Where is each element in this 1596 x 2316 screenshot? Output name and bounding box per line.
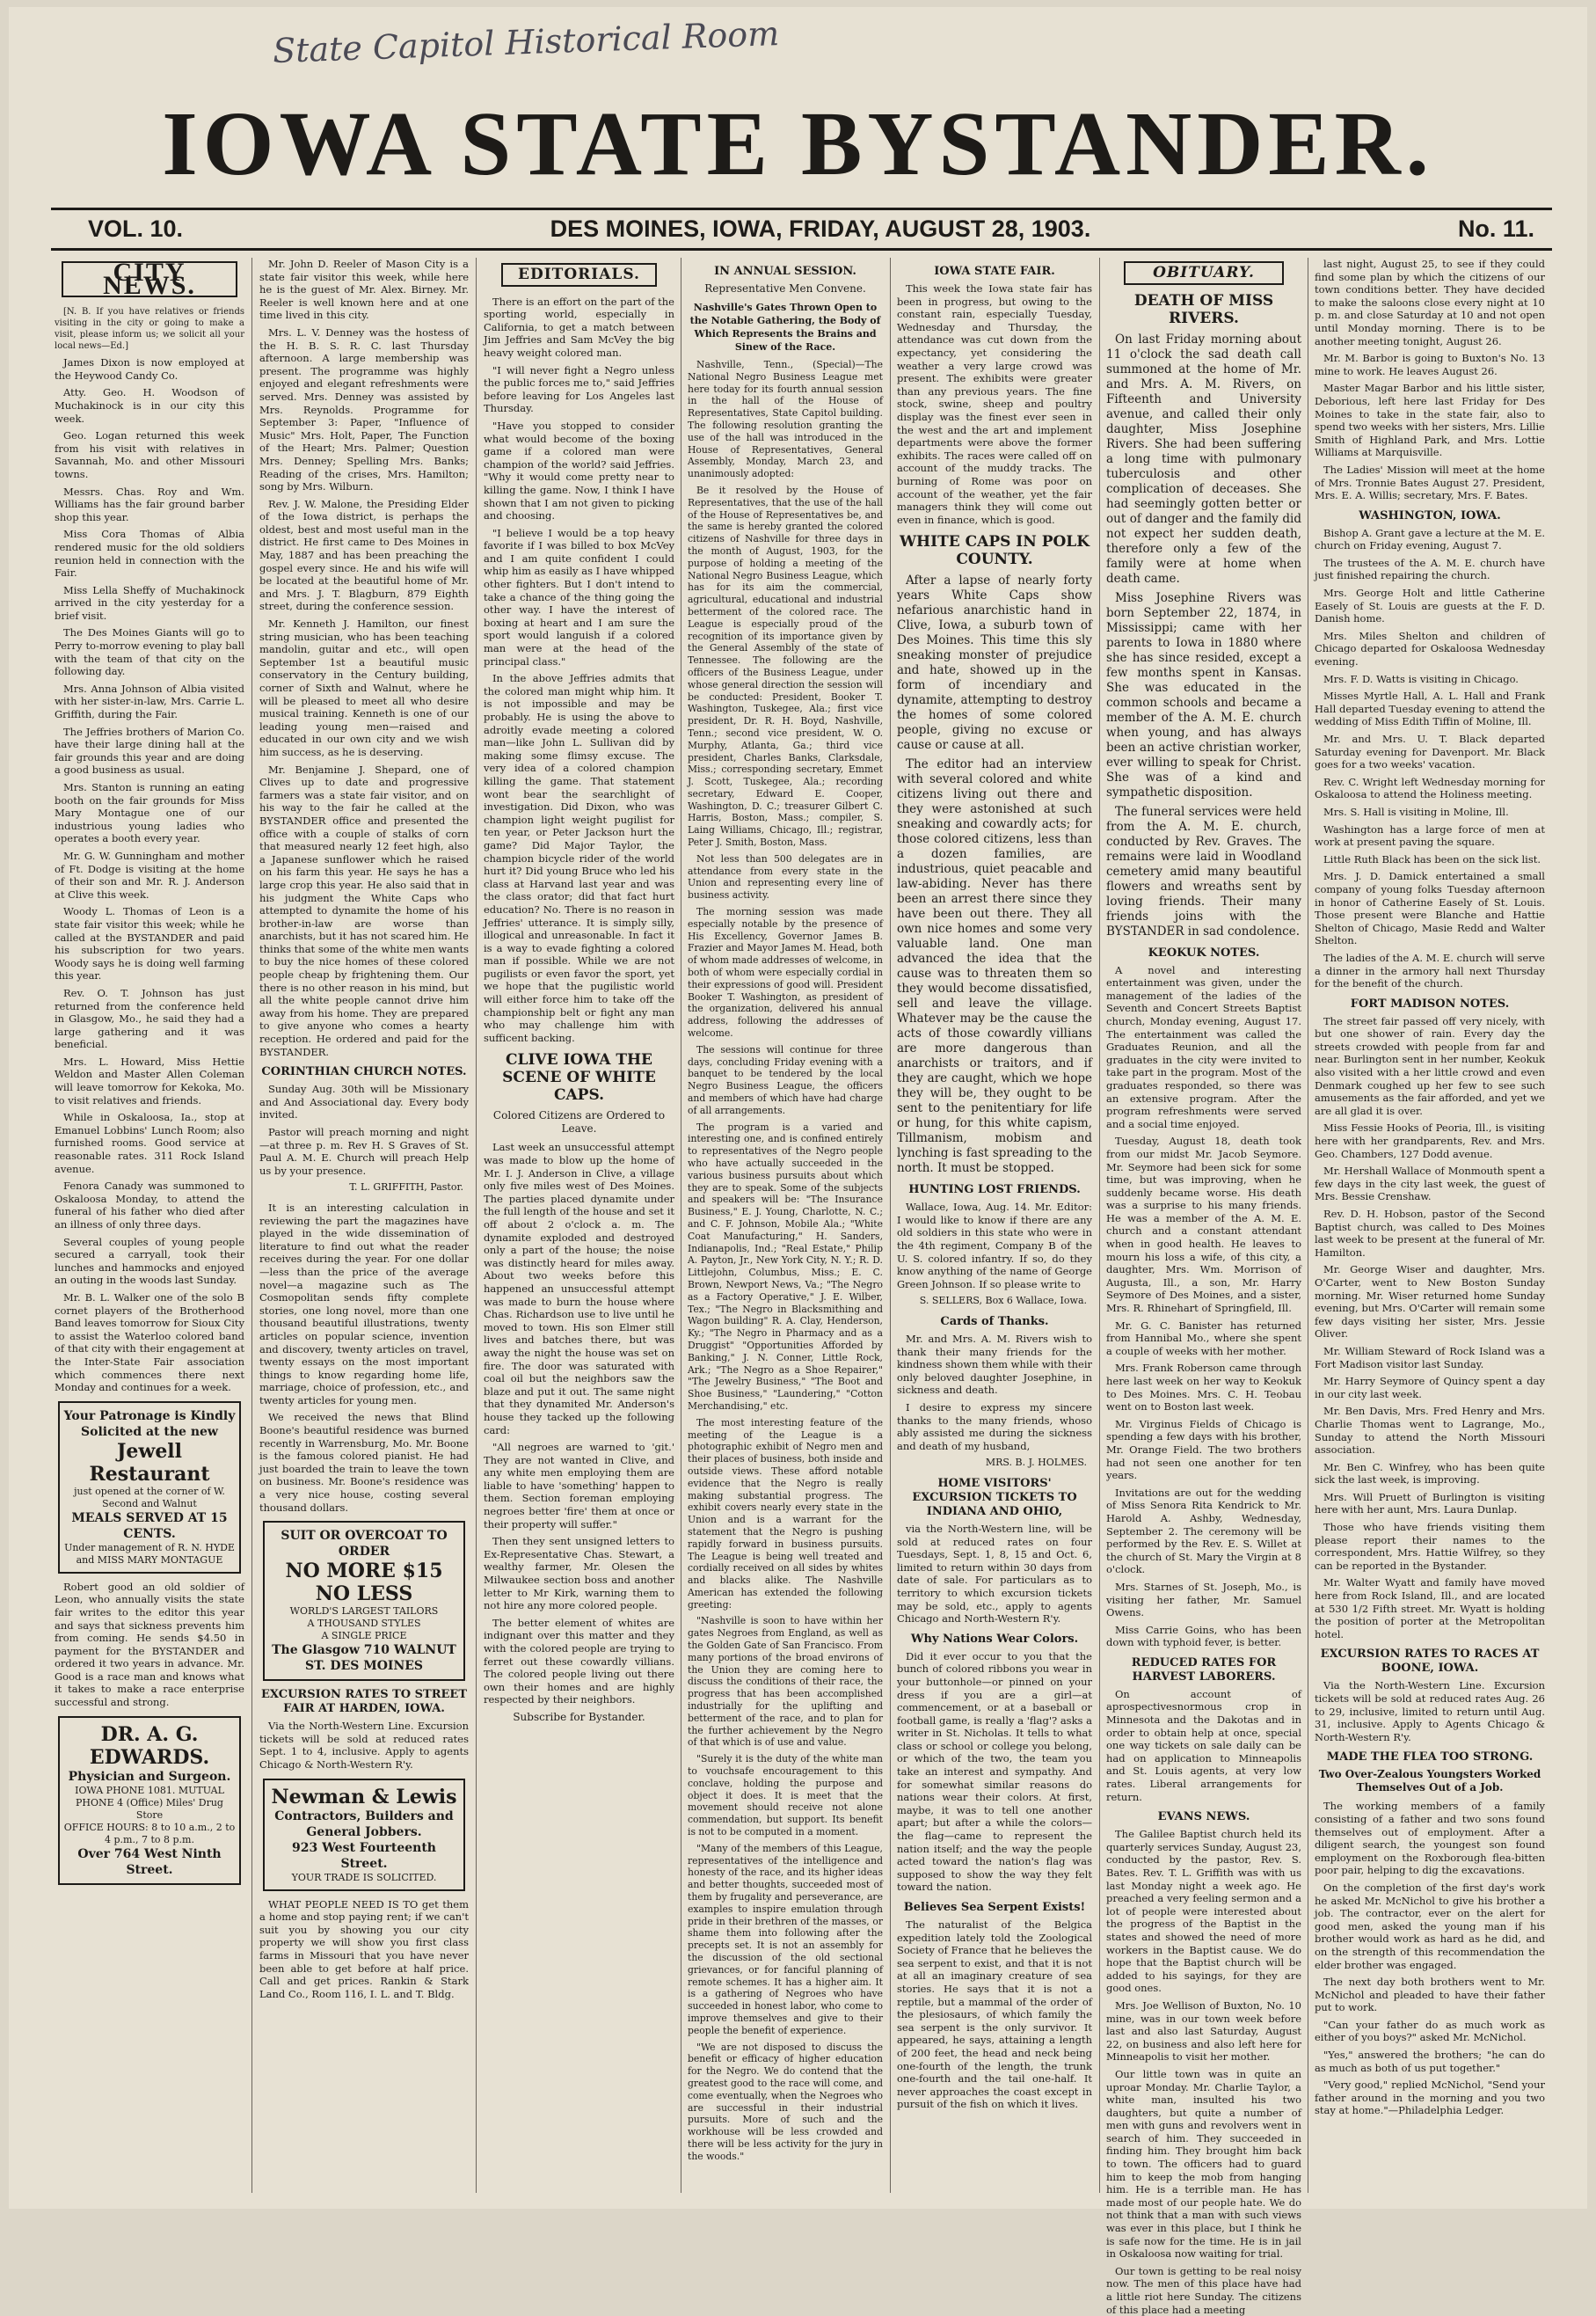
news-item: James Dixon is now employed at the Heywood Candy Co.: [55, 356, 244, 382]
thanks-paragraph: I desire to express my sincere thanks to the many friends, whoso ably assisted me during the sickness and death of my husband,: [897, 1401, 1092, 1452]
column-editorials: [484, 258, 674, 2193]
washington-paragraph: Mrs. Miles Shelton and children of Chicago departed for Oskaloosa Wednesday evening.: [1315, 629, 1545, 668]
news-item: Rev. J. W. Malone, the Presiding Elder of the Iowa district, is perhaps the oldest, best and most useful man in the district. He first came to Des Moines in May, 1887 and has been preaching the gospel every since. He and his wife will be located at the beautiful home of Mr. and Mrs. J. T. Blagburn, 879 Eighth street, during the conference session.: [259, 497, 469, 613]
washington-paragraph: Mrs. George Holt and little Catherine Easely of St. Louis are guests at the F. D. Danish home.: [1315, 587, 1545, 625]
news-item: Mrs. L. Howard, Miss Hettie Weldon and Master Allen Coleman will leave tomorrow for Kekoka, Mo. to visit relatives and friends.: [55, 1055, 244, 1107]
session-paragraph: Be it resolved by the House of Representatives, that the use of the hall of the House of Representatives be, and the same is hereby granted the colored citizens of Nashville for three days in the month of August, 1903, for the purpose of holding a meeting of the National Negro Business League, which has for its aim the commercial, agricultural, educational and industrial betterment of the colored race. The League is especially proud of the recognition of its importance given by the General Assembly of the state of Tennessee. The following are the officers of the Business League, under whose general direction the session will be conducted: President, Booker T. Washington, Tuskegee, Ala.; first vice president, Dr. R. H. Boyd, Nashville, Tenn.; second vice president, W. O. Murphy, Atlanta, Ga.; third vice president, Charles Banks, Clarksdale, Miss.; corresponding secretary, Emmet J. Scott, Tuskegee, Ala.; recording secretary, Edward E. Cooper, Washington, D. C.; treasurer Gilbert C. Harris, Boston, Mass.; compiler, S. Laing Williams, Chicago, Ill.; registrar, Peter J. Smith, Boston, Mass.: [688, 484, 883, 849]
restaurant-ad: [58, 1401, 241, 1574]
column-rule: [251, 258, 252, 2193]
news-item: Geo. Logan returned this week from his visit with relatives in Savannah, Mo. and other Missouri towns.: [55, 429, 244, 480]
fort-madison-paragraph: The street fair passed off very nicely, with but one shower of rain. Every day the streets crowded with people from far and near. Burlington sent in her number, Keokuk also visited with a her little crowd and even Denmark coughed up her few to see such amusements as the fair afforded, and yet we are all glad it is over.: [1315, 1014, 1545, 1117]
thanks-signature: MRS. B. J. HOLMES.: [985, 1457, 1087, 1469]
subscribe-note: Subscribe for Bystander.: [513, 1710, 645, 1723]
keokuk-heading: KEOKUK NOTES.: [1148, 946, 1260, 960]
doctor-ad: [58, 1716, 241, 1885]
restaurant-management: Under management of R. N. HYDE and MISS MARY MONTAGUE: [64, 1541, 235, 1566]
doctor-title: Physician and Surgeon.: [68, 1769, 231, 1784]
keokuk-paragraphs: [1106, 964, 1301, 1649]
fort-madison-paragraph: Mr. Walter Wyatt and family have moved here from Rock Island, Ill., and are located at 530 1/2 Fifth street. Mr. Wyatt is holding the position of porter at the Metropolitan hotel.: [1315, 1576, 1545, 1640]
city-news-heading: CITY NEWS.: [62, 261, 237, 297]
news-item: Mrs. Stanton is running an eating booth on the fair grounds for Miss Mary Montague one of our industrious young ladies who operates a booth every year.: [55, 781, 244, 845]
contractors-address: 923 West Fourteenth Street.: [292, 1840, 436, 1871]
ad-lead: Your Patronage is Kindly Solicited at the new: [63, 1408, 236, 1439]
fort-madison-paragraph: Mr. Ben Davis, Mrs. Fred Henry and Mrs. Charlie Thomas went to Lagrange, Mo., Sunday to attend the North Missouri association.: [1315, 1405, 1545, 1457]
hunting-heading: HUNTING LOST FRIENDS.: [908, 1183, 1081, 1197]
keokuk-paragraph: Mr. G. C. Banister has returned from Hannibal Mo., where she spent a couple of weeks with her mother.: [1106, 1319, 1301, 1357]
doctor-hours: OFFICE HOURS: 8 to 10 a.m., 2 to 4 p.m., 7 to 8 p.m.: [63, 1821, 236, 1845]
tailor-price: NO MORE $15 NO LESS: [285, 1560, 443, 1606]
washington-heading: WASHINGTON, IOWA.: [1359, 508, 1501, 522]
column-rule: [476, 258, 477, 2193]
dateline: [88, 211, 1534, 246]
clive-paragraph: "All negroes are warned to 'git.' They are not wanted in Clive, and any white men employing them are liable to have 'something' happen to them. Section foreman employing negroes better 'fire' them at once or their property will suffer.": [484, 1441, 674, 1531]
news-item: Mr. M. Barbor is going to Buxton's No. 13 mine to work. He leaves August 26.: [1315, 352, 1545, 377]
doctor-name: DR. A. G. EDWARDS.: [89, 1722, 210, 1769]
keokuk-paragraph: Miss Carrie Goins, who has been down with typhoid fever, is better.: [1106, 1623, 1301, 1649]
clive-heading: CLIVE IOWA THE SCENE OF WHITE CAPS.: [502, 1051, 656, 1105]
washington-paragraph: Washington has a large force of men at work at present paving the square.: [1315, 822, 1545, 849]
editor-note: [N. B. If you have relatives or friends visiting in the city or going to make a visit, please inform us; we solicit all your local news—Ed.]: [55, 307, 244, 352]
keokuk-paragraph: A novel and interesting entertainment was given, under the management of the ladies of the Seventh and Concert Streets Baptist church, Monday evening, August 17. The entertainment was called the Graduates Reunion, and all the graduates in the city were invited to take part in the program. Most of the graduates responded, so there was an extensive program. After the program refreshments were served and a social time enjoyed.: [1106, 963, 1301, 1130]
white-caps-paragraphs: [897, 574, 1092, 1176]
restaurant-meals: MEALS SERVED AT 15 CENTS.: [71, 1510, 228, 1541]
tailor-line: SUIT OR OVERCOAT TO ORDER: [281, 1529, 448, 1560]
column-city-news: [55, 258, 244, 2193]
editorial-paragraph: There is an effort on the part of the sporting world, especially in California, to get a match between Jim Jeffries and Sam McVey the big heavy weight colored man.: [484, 295, 674, 359]
annual-session-sub2: Nashville's Gates Thrown Open to the Notable Gathering, the Body of Which Represents the Brains and Sinew of the Race.: [689, 302, 881, 353]
washington-paragraph: The ladies of the A. M. E. church will serve a dinner in the armory hall next Thursday for the benefit of the church.: [1315, 951, 1545, 990]
masthead-title: IOWA STATE BYSTANDER.: [162, 93, 1434, 194]
contractors-solicit: YOUR TRADE IS SOLICITED.: [291, 1871, 437, 1883]
flea-paragraph: The working members of a family consisting of a father and two sons found themselves out of employment. After a diligent search, the youngest son found employment on the Roxborough flea-bitten poor pair, helping to dig the excavations.: [1315, 1800, 1545, 1877]
washington-paragraph: Mrs. J. D. Damick entertained a small company of young folks Tuesday afternoon in honor of Catherine Easely of St. Louis. Those present were Blanche and Hattie Shelton of Chicago, Masie Redd and Walter Shelton.: [1315, 870, 1545, 947]
editorial-paragraph: "I will never fight a Negro unless the public forces me to," said Jeffries before leaving for Los Angeles last Thursday.: [484, 363, 674, 415]
restaurant-location: just opened at the corner of W. Second and Walnut: [74, 1485, 225, 1509]
hunting-signature: S. SELLERS, Box 6 Wallace, Iowa.: [919, 1295, 1087, 1307]
news-item: Atty. Geo. H. Woodson of Muchakinock is in our city this week.: [55, 386, 244, 425]
handwritten-annotation: State Capitol Historical Room: [272, 13, 780, 71]
tailor-line: A SINGLE PRICE: [321, 1630, 407, 1642]
editorials-heading: EDITORIALS.: [501, 263, 657, 287]
annual-session-paragraphs: [688, 359, 883, 2163]
obituary-paragraph: On last Friday morning about 11 o'clock the sad death call summoned at the home of Mr. and Mrs. A. M. Rivers, on Fifteenth and University avenue, and called their only daughter, Miss Josephine Rivers. She had been suffering a long time with pulmonary tuberculosis and other complication of deceases. She had seemingly gotten better or out of danger and the family did not expect her sudden death, therefore only a few of the family were at home when death came.: [1106, 332, 1301, 586]
session-paragraph: The morning session was made especially notable by the presence of His Excellency, Governor James B. Frazier and Mayor James M. Head, both of whom made addresses of welcome, in both of whom were especially cordial in their expressions of good will. President Booker T. Washington, as president of the organization, delivered his annual address, following the addresses of welcome.: [688, 906, 883, 1040]
evans-heading: EVANS NEWS.: [1157, 1810, 1250, 1824]
fort-madison-paragraph: Rev. D. H. Hobson, pastor of the Second Baptist church, was called to Des Moines last week to be present at the funeral of Mr. Hamilton.: [1315, 1208, 1545, 1259]
church-notes-heading: CORINTHIAN CHURCH NOTES.: [261, 1065, 467, 1079]
obituary-paragraph: Miss Josephine Rivers was born September 22, 1874, in Mississippi; came with her parents to Iowa in 1880 where she has since resided, except a few months spent in Kansas. She was educated in the common schools and became a member of the A. M. E. church when young, and has always been an active christian worker, ever willing to speak for Christ. She was of a kind and sympathetic disposition.: [1106, 590, 1301, 800]
evans-paragraphs: [1106, 1828, 1301, 2316]
newspaper-page: [9, 7, 1587, 2316]
keokuk-paragraph: Mrs. Frank Roberson came through here last week on her way to Keokuk to Des Moines. Mrs. C. H. Teobau went on to Boston last week.: [1106, 1362, 1301, 1414]
flea-paragraph: "Yes," answered the brothers; "he can do as much as both of us put together.": [1315, 2049, 1545, 2074]
annual-session-sub: Representative Men Convene.: [704, 282, 866, 295]
flea-subheading: Two Over-Zealous Youngsters Worked Themselves Out of a Job.: [1318, 1768, 1541, 1794]
fort-madison-paragraph: Miss Fessie Hooks of Peoria, Ill., is visiting here with her grandparents, Rev. and Mrs. Geo. Chambers, 127 Dodd avenue.: [1315, 1121, 1545, 1160]
fair-paragraph: This week the Iowa state fair has been in progress, but owing to the constant rain, especially Tuesday, Wednesday and Thursday, the attendance was cut down from the expectancy, yet considering the weather a very large crowd was present. The exhibits were greater than any previous years. The fine stock, swine, sheep and poultry display was the finest ever seen in the west and the art and implement departments were above the former exhibits. The races were called off on account of the muddy tracks. The burning of Rome was poor on account of the weather, yet the fair managers think they will come out even in finance, which is good.: [897, 282, 1092, 526]
column-two-items-more: [259, 1202, 469, 1514]
masthead-rule-bottom: [51, 248, 1552, 251]
death-paragraphs: [1106, 332, 1301, 939]
session-paragraph: Not less than 500 delegates are in attendance from every state in the Union and representing every line of business activity.: [688, 852, 883, 902]
editorial-paragraphs: [484, 296, 674, 1045]
contractors-line: Contractors, Builders and General Jobbers.: [274, 1808, 454, 1839]
washington-paragraphs: [1315, 527, 1545, 990]
fort-madison-paragraph: Mr. Hershall Wallace of Monmouth spent a few days in the city last week, the guest of Mrs. Bessie Crenshaw.: [1315, 1165, 1545, 1203]
harvest-rates-text: On account of aprospectivesnormous crop in Minnesota and the Dakotas and in order to obtain help at once, special one way tickets on sale daily can be had on application to Minneapolis and St. Louis agents, at very low rates. Liberal arrangements for return.: [1106, 1687, 1301, 1803]
washington-paragraph: Mrs. S. Hall is visiting in Moline, Ill.: [1323, 805, 1509, 818]
evans-paragraph: Our little town was in quite an uproar Monday. Mr. Charlie Taylor, a white man, insulted his two daughters, but quite a number of men with guns and revolvers went in search of him. They succeeded in finding him. They brought him back to town. The officers had to guard him to keep the mob from hanging him. He is a terrible man. He has made most of our people hate. We do not think that a man with such views was ever in this place, but I think he is safe now for the time. He is in jail in Oskaloosa now waiting for trial.: [1106, 2067, 1301, 2261]
session-paragraph: The sessions will continue for three days, concluding Friday evening with a banquet to be tendered by the local Negro Business League, the officers and members of which have had charge of all arrangements.: [688, 1043, 883, 1116]
church-signature: T. L. GRIFFITH, Pastor.: [349, 1181, 463, 1194]
keokuk-paragraph: Mr. Virginus Fields of Chicago is spending a few days with his brother, Mr. Orange Field. The two brothers had not seen one another for ten years.: [1106, 1417, 1301, 1482]
fort-madison-paragraph: Mrs. Will Pruett of Burlington is visiting here with her aunt, Mrs. Laura Dunlap.: [1315, 1490, 1545, 1516]
church-note: Sunday Aug. 30th will be Missionary and And Associational day. Every body invited.: [259, 1083, 469, 1121]
column-state-fair: [897, 258, 1092, 2193]
news-item: The Ladies' Mission will meet at the home of Mrs. Tronnie Bates August 27. President, Mrs. E. A. Willis; secretary, Mrs. F. Bates.: [1315, 463, 1545, 502]
news-item: Robert good an old soldier of Leon, who annually visits the state fair writes to the editor this year and says that sickness prevents him from coming. He sends $4.50 in payment for the BYSTANDER and ordered it two years in advance. Mr. Good is a race man and knows what it takes to make a race enterprise successful and strong.: [55, 1580, 244, 1709]
boone-text: Via the North-Western Line. Excursion tickets will be sold at reduced rates Aug. 26 to 29, inclusive, limited to return until Aug. 31, inclusive. Apply to Agents Chicago & North-Western R'y.: [1315, 1679, 1545, 1743]
masthead-rule-top: [51, 208, 1552, 210]
state-fair-paragraphs: [897, 282, 1092, 526]
news-item: last night, August 25, to see if they could find some plan by which the citizens of our town conditions better. They have decided to make the saloons close every night at 10 p. m. and close Saturday at 10 and not open until Monday morning. There is to be another meeting tonight, August 26.: [1315, 258, 1545, 347]
doctor-phones: IOWA PHONE 1081. MUTUAL PHONE 4 (Office) Miles' Drug Store: [75, 1784, 224, 1821]
contractors-ad: [263, 1779, 465, 1891]
fort-madison-paragraphs: [1315, 1015, 1545, 1641]
clive-paragraph: Then they sent unsigned letters to Ex-Representative Chas. Stewart, a wealthy farmer, Mr. Olesen the Milwaukee section boss and another letter to Mr Kirk, warning them to not hire any more colored people.: [484, 1535, 674, 1612]
fort-madison-paragraph: Mr. Ben C. Winfrey, who has been quite sick the last week, is improving.: [1315, 1460, 1545, 1487]
news-item: We received the news that Blind Boone's beautiful residence was burned recently in Warrensburg, Mo. Mr. Boone is the famous colored pianist. He had just boarded the train to leave the town on business. Mr. Boone's residence was a very nice house, costing several thousand dollars.: [259, 1411, 469, 1514]
session-paragraph: "Nashville is soon to have within her gates Negroes from England, as well as the Golden Gate of San Francisco. From many portions of the broad environs of the Union they are coming here to discuss the conditions of their race, the progress that has been accomplished industrially for the uplifting and betterment of the race, and to plan for the further achievement by the Negro of that which is of use and value.: [688, 1615, 883, 1749]
news-item: Mr. B. L. Walker one of the solo B cornet players of the Brotherhood Band leaves tomorrow for Sioux City to assist the Waterloo colored band of that city with their engagement at the Inter-State Fair association which commences there next Monday and continues for a week.: [55, 1290, 244, 1394]
fort-madison-paragraph: Those who have friends visiting them please report their names to the correspondent, Mrs. Hattie Wilfrey, so they can be reported in the Bystander.: [1315, 1521, 1545, 1572]
news-item: It is an interesting calculation in reviewing the part the magazines have played in the wide dissemination of literature to find out what the reader receives during the year. For one dollar—less than the price of the average novel—a magazine such as The Cosmopolitan sends fifty complete stories, one long novel, more than one thousand beautiful illustrations, twenty articles on popular science, invention and discovery, twenty articles on travel, twenty essays on the most important things to know regarding home life, marriage, choice of profession, etc., and twenty articles for young men.: [259, 1201, 469, 1406]
home-visitors-text: via the North-Western line, will be sold at reduced rates on four Tuesdays, Sept. 1, 8, 15 and Oct. 6, limited to return within 30 days from date of sale. For particulars as to territory to which excursion tickets may be sold, etc., apply to agents Chicago and North-Western R'y.: [897, 1522, 1092, 1626]
flea-paragraph: The next day both brothers went to Mr. McNichol and pleaded to have their father put to work.: [1315, 1976, 1545, 2014]
washington-paragraph: Mrs. F. D. Watts is visiting in Chicago.: [1323, 672, 1519, 685]
column-rule: [1099, 258, 1100, 2193]
news-item: Miss Cora Thomas of Albia rendered music for the old soldiers reunion held in connection with the Fair.: [55, 528, 244, 580]
evans-paragraph: Our town is getting to be real noisy now. The men of this place have had a little riot here Sunday. The citizens of this place had a meeting: [1106, 2264, 1301, 2316]
news-item: Several couples of young people secured a carryall, took their lunches and hammocks and enjoyed an outing in the woods last Sunday.: [55, 1235, 244, 1287]
white-caps-heading: WHITE CAPS IN POLK COUNTY.: [899, 533, 1090, 569]
serpent-heading: Believes Sea Serpent Exists!: [903, 1901, 1086, 1914]
news-item: Master Magar Barbor and his little sister, Deborious, left here last Friday for Des Moines to take in the state fair, also to spend two weeks with her sisters, Mrs. Lillie Smith of Highland Park, and Mrs. Lottie Williams at Marquisville.: [1315, 382, 1545, 459]
state-fair-heading: IOWA STATE FAIR.: [934, 265, 1055, 278]
fort-madison-heading: FORT MADISON NOTES.: [1350, 997, 1510, 1011]
session-paragraph: Nashville, Tenn., (Special)—The National Negro Business League met here today for its fourth annual session in the hall of the House of Representatives, State Capitol building. The following resolution granting the use of the hall was introduced in the House of Representatives, General Assembly, Monday, March 23, and unanimously adopted:: [688, 359, 883, 480]
column-rule: [890, 258, 891, 2193]
white-caps-paragraph: After a lapse of nearly forty years White Caps show nefarious anarchistic hand in Clive, Iowa, a suburb town of Des Moines. This time this sly sneaking monster of prejudice and hate, showed up in the form of incendiary and dynamite, attempting to destroy the homes of some colored people, giving no excuse or cause or cause at all.: [897, 574, 1092, 753]
church-note: Pastor will preach morning and night—at three p. m. Rev H. S Graves of St. Paul A. M. E. Church will preach Help us by your presence.: [259, 1126, 469, 1177]
news-item: Mr. Benjamine J. Shepard, one of Clives up to date and progressive farmers was a state fair visitor, and on his way to the fair he called at the BYSTANDER office and presented the office with a couple of stalks of corn that measured nearly 12 feet high, also a Japanese sunflower which he raised on his farm this year. He says he has a large crop this year. He also said that in his judgment the White Caps who attempted to dynamite the home of his brother-in-law are worse than anarchists, but it has not scared him. He thinks that some of the white men wants to buy the nice homes of these colored people cheap by frightening them. Our there is no other reason in his mind, but all the white people cannot drive him away from his home. They are prepared to give anyone who comes a hearty reception. He ordered and paid for the BYSTANDER.: [259, 763, 469, 1058]
keokuk-paragraph: Tuesday, August 18, death took from our midst Mr. Jacob Seymore. Mr. Seymore had been sick for some time, but was improving, when he suddenly became worse. His death was a surprise to his many friends. He was a member of the A. M. E. church and a constant attendant when in good health. He leaves to mourn his loss a wife, of this city, a daughter, Mrs. Wm. Morrison of Augusta, Ill., a son, Mr. Harry Seymore of Des Moines, and a sister, Mrs. R. Rhinehart of Springfield, Ill.: [1106, 1135, 1301, 1315]
thanks-heading: Cards of Thanks.: [940, 1315, 1049, 1329]
washington-paragraph: Bishop A. Grant gave a lecture at the M. E. church on Friday evening, August 7.: [1315, 526, 1545, 552]
washington-paragraph: Mr. and Mrs. U. T. Black departed Saturday evening for Davenport. Mr. Black goes for a two weeks' vacation.: [1315, 733, 1545, 771]
news-item: Messrs. Chas. Roy and Wm. Williams has the fair ground barber shop this year.: [55, 485, 244, 523]
flea-heading: MADE THE FLEA TOO STRONG.: [1326, 1750, 1534, 1764]
washington-paragraph: Misses Myrtle Hall, A. L. Hall and Frank Hall departed Tuesday evening to attend the wedding of Miss Edith Tiffin of Moline, Ill.: [1315, 690, 1545, 728]
obituary-paragraph: The funeral services were held from the A. M. E. church, conducted by Rev. Graves. The remains were laid in Woodland cemetery amid many beautiful flowers and wreaths sent by loving friends. Their many friends joins with the BYSTANDER in sad condolence.: [1106, 804, 1301, 939]
volume-label: VOL. 10.: [88, 215, 184, 242]
news-item: Mr. John D. Reeler of Mason City is a state fair visitor this week, while here he is the guest of Mr. Alex. Birney. Mr. Reeler is well known here and at one time lived in this city.: [259, 258, 469, 322]
news-item: Woody L. Thomas of Leon is a state fair visitor this week; while he called at the BYSTANDER and paid his subscription for two years. Woody says he is doing well farming this year.: [55, 905, 244, 983]
evans-paragraph: The Galilee Baptist church held its quarterly services Sunday, August 23, conducted by the pastor, Rev. S. Bates. Rev. T. L. Griffith was with us last Monday night a week ago. He preached a very feeling sermon and a lot of people were interested about the progress of the Baptist in the states and showed the need of more workers in the Baptist cause. We do hope that the Baptist church will be added to his sayings, for they are good ones.: [1106, 1828, 1301, 1995]
news-item: While in Oskaloosa, Ia., stop at Emanuel Lobbins' Lunch Room; also furnished rooms. Good service at reasonable rates. 311 Rock Island avenue.: [55, 1111, 244, 1175]
news-item: The Des Moines Giants will go to Perry to-morrow evening to play ball with the team of that city on the following day.: [55, 626, 244, 678]
column-seven-paragraphs: [1315, 258, 1545, 502]
city-news-items: [55, 356, 244, 1394]
serpent-text: The naturalist of the Belgica expedition lately told the Zoological Society of France that he believes the sea serpent to exist, and that it is not at all an imaginary creature of sea stories. He says that it is not a reptile, but a mammal of the order of the plesiosaurs, of which family the sea serpent is the only survivor. It appeared, he says, attaining a length of 200 feet, the head and neck being one-fourth of the length, the trunk one-fourth and the tail one-half. It never approaches the coast except in pursuit of the fish on which it lives.: [897, 1918, 1092, 2111]
flea-paragraph: On the completion of the first day's work he asked Mr. McNichol to give his brother a job. The contractor, ever on the alert for good men, asked the young man if his brother would work as hard as he did, and on the strength of this recommendation the elder brother was engaged.: [1315, 1881, 1545, 1971]
washington-paragraph: The trustees of the A. M. E. church have just finished repairing the church.: [1315, 556, 1545, 582]
news-item: The Jeffries brothers of Marion Co. have their large dining hall at the fair grounds this year and are doing a good business as usual.: [55, 725, 244, 777]
home-visitors-heading: HOME VISITORS' EXCURSION TICKETS TO INDIANA AND OHIO,: [912, 1476, 1077, 1518]
session-paragraph: The program is a varied and interesting one, and is confined entirely to representatives of the Negro people who have actually succeeded in the various business pursuits about which they are to speak. Some of the subjects and speakers will be: "The Insurance Business," E. J. Young, Charlotte, N. C.; and C. F. Johnson, Mobile Ala.; "White Coat Manufacturing," H. Sanders, Indianapolis, Ind.; "Real Estate," Philip A. Payton, Jr., New York City, N. Y.; R. D. Littlejohn, Columbus, Miss.; E. C. Brown, Newport News, Va.; "The Negro as a Factory Operative," J. E. Wilber, Tex.; "The Negro in Blacksmithing and Wagon building" R. A. Clay, Henderson, Ky.; "The Negro in Pharmacy and as a Druggist" "Opportunities Afforded by Banking," J. N. Conner, Little Rock, Ark.; "The Negro as a Shoe Repairer," "The Jewelry Business," "The Boot and Shoe Business," "Laundering," "Cotton Merchandising," etc.: [688, 1121, 883, 1412]
annual-session-heading: IN ANNUAL SESSION.: [714, 265, 856, 278]
keokuk-paragraph: Mrs. Starnes of St. Joseph, Mo., is visiting her father, Mr. Samuel Owens.: [1106, 1580, 1301, 1619]
flea-paragraph: "Very good," replied McNichol, "Send your father around in the morning and you two stay at home."—Philadelphia Ledger.: [1315, 2079, 1545, 2117]
obituary-heading: OBITUARY.: [1124, 261, 1284, 285]
washington-paragraph: Rev. C. Wright left Wednesday morning for Oskaloosa to attend the Holiness meeting.: [1315, 775, 1545, 801]
column-two: [259, 258, 469, 2193]
thanks-paragraphs: [897, 1333, 1092, 1452]
column-two-items: [259, 258, 469, 1058]
thanks-paragraph: Mr. and Mrs. A. M. Rivers wish to thank their many friends for the kindness shown them while with their only beloved daughter Josephine, in sickness and death.: [897, 1333, 1092, 1397]
tailor-line: WORLD'S LARGEST TAILORS: [289, 1605, 439, 1618]
news-item: Mrs. L. V. Denney was the hostess of the H. B. S. R. C. last Thursday afternoon. A large membership was present. The programme was highly enjoyed and elegant refreshments were served. Mrs. Denney was assisted by Mrs. Reynolds. Programme for September 3: Paper, "Influence of Music" Mrs. Holt, Paper, The Function of the Heart; Mrs. Palmer; Question Mrs. Denney; Spelling Mrs. Banks; Reading of the crises, Mrs. Hamilton; song by Mrs. Wilburn.: [259, 325, 469, 493]
death-heading: DEATH OF MISS RIVERS.: [1133, 291, 1274, 327]
harden-excursion-heading: EXCURSION RATES TO STREET FAIR AT HARDEN, IOWA.: [260, 1688, 467, 1716]
column-annual-session: [688, 258, 883, 2193]
news-item: Miss Lella Sheffy of Muchakinock arrived in the city yesterday for a brief visit.: [55, 583, 244, 622]
tailor-line: A THOUSAND STYLES: [307, 1618, 421, 1630]
news-item: Mr. G. W. Gunningham and mother of Ft. Dodge is visiting at the home of their son and Mr. R. J. Anderson at Clive this week.: [55, 849, 244, 901]
colors-text: Did it ever occur to you that the bunch of colored ribbons you wear in your buttonhole—or pinned on your dress if you are a girl—at commencement, or at a baseball or football game, is really a 'flag'? asks a writer in St. Nicholas. It tells to what class or school or college you belong, or which of the two, the team you take an interest and sympathy. And for somewhat similar reasons do nations wear their colors. At first, maybe, it was to tell one another apart; but after a while the colors—the flag—came to represent the nation itself; and the way the people acted toward the nation's flag was supposed to show the way they felt toward the nation.: [897, 1649, 1092, 1894]
session-paragraph: "Surely it is the duty of the white man to vouchsafe encouragement to this conclave, holding the purpose and object it does. It is meet that the movement should receive not alone commendation, but support. Its benefit is not to be computed in a moment.: [688, 1753, 883, 1838]
evans-paragraph: Mrs. Joe Wellison of Buxton, No. 10 mine, was in our town week before last and also last Saturday, August 22, on business and also left here for Minneapolis to visit her mother.: [1106, 1998, 1301, 2064]
clive-paragraph: Last week an unsuccessful attempt was made to blow up the home of Mr. I. J. Anderson in Clive, a village only five miles west of Des Moines. The parties placed dynamite under the full length of the house and set it off about 2 o'clock a. m. The dynamite exploded and destroyed only a part of the house; the noise was distinctly heard for miles away. About two weeks before this happened an unsuccessful attempt was made to burn the house where Chas. Richardson use to live until he moved to town. His son Elmer still lives and batches there, but was away the night the house was set on fire. The door was saturated with coal oil but the neighbors saw the blaze and put it out. The same night that they dynamited Mr. Anderson's house they tacked up the following card:: [484, 1141, 674, 1436]
fort-madison-paragraph: Mr. George Wiser and daughter, Mrs. O'Carter, went to New Boston Sunday morning. Mr. Wiser returned home Sunday evening, but Mrs. O'Carter will remain some few days visiting her sister, Mrs. Jessie Oliver.: [1315, 1263, 1545, 1341]
contractors-name: Newman & Lewis: [271, 1785, 457, 1808]
session-paragraph: The most interesting feature of the meeting of the League is a photographic exhibit of Negro men and their places of business, both inside and outside views. These afford notable evidence that the Negro is really making substantial progress. The exhibit covers nearly every state in the Union and is a warrant for the statement that the Negro is pushing rapidly forward in business pursuits. The League is being well treated and cordially received on all sides by whites and blacks alike. The Nashville American has extended the following greeting:: [688, 1416, 883, 1611]
boone-heading: EXCURSION RATES TO RACES AT BOONE, IOWA.: [1320, 1648, 1540, 1676]
land-ad-text: WHAT PEOPLE NEED IS TO get them a home and stop paying rent; if we can't suit you by showing you our city property we will show you first class farms in Missouri that you have never been able to get before at half price. Call and get prices. Rankin & Stark Land Co., Room 116, I. L. and T. Bldg.: [259, 1897, 469, 2000]
session-paragraph: "We are not disposed to discuss the benefit or efficacy of higher education for the Negro. We do contend that the greatest good to the race will come, and come eventually, when the Negroes who are successful in their industrial pursuits. More of such and the workhouse will be less crowded and there will be less activity for the jury in the woods.": [688, 2041, 883, 2162]
white-caps-paragraph: The editor had an interview with several colored and white citizens living out there and they were astonished at such sneaking and cowardly acts; for those colored citizens, less than a dozen families, are industrious, quiet peacable and law-abiding. Never has there been an arrest there since they have been out there. They all own nice homes and some very valuable land. One man advanced the idea that the cause was to threaten them so they would become dissatisfied, sell and leave the village. Whatever may be the cause the acts of those cowardly villians are more dangerous than anarchists or traitors, and if they are caught, which we hope they will be, they ought to be sent to the penitentiary for life or hung, for this white capism, Tillmanism, mobism and lynching is fast spreading to the north. It must be stopped.: [897, 757, 1092, 1176]
harden-excursion-text: Via the North-Western Line. Excursion tickets will be sold at reduced rates Sept. 1 to 4, inclusive. Apply to agents Chicago & North-Western R'y.: [259, 1720, 469, 1771]
tailor-ad: [263, 1521, 465, 1681]
session-paragraph: "Many of the members of this League, representatives of the intelligence and honesty of the race, and its higher ideas and better thoughts, succeeded most of them by frugality and perseverance, are examples to inspire emulation through pride in their brethren of the masses, or shame them into following after the precepts set. It is not an assembly for the discussion of the old sectional grievances, or for fanciful planning of remote schemes. It has a higher aim. It is a gathering of Negroes who have succeeded in honest labor, who come to improve themselves and give to their people the benefit of experience.: [688, 1842, 883, 2036]
church-notes: [259, 1083, 469, 1177]
editorial-paragraph: In the above Jeffries admits that the colored man might whip him. It is not impossible and may be probably. He is using the above to adroitly evade meeting a colored man—like John L. Sullivan did by making some flimsy excuse. The very idea of a colored champion killing the game. That statement wont bear the searchlight of investigation. Did Dixon, who was champion light weight pugilist for ten year, or Peter Jackson hurt the game? Did Major Taylor, the champion bicycle rider of the world hurt it? Did young Bruce who led his class at Harvand last year and was the class orator; did that fact hurt education? No. There is no reason in Jeffries' utterance. It is simply silly, illogical and unreasonable. In fact it is a way to evade fighting a colored man if possible. While we are not pugilists or even favor the sport, yet we hope that the pugilistic world will either force him to take off the championship belt or fight any man who may challenge him with sufficent backing.: [484, 672, 674, 1044]
fort-madison-paragraph: Mr. Harry Seymore of Quincy spent a day in our city last week.: [1315, 1375, 1545, 1400]
editorial-paragraph: "I believe I would be a top heavy favorite if I was billed to box McVey and I am quite confident I could whip him as easily as I have whipped other fighters. But I don't intend to take a chance of the thing going the other way. I have the interest of boxing at heart and I am sure the sport would languish if a colored man were at the head of the principal class.": [484, 526, 674, 668]
news-item: Mr. Kenneth J. Hamilton, our finest string musician, who has been teaching mandolin, guitar and etc., will open September 1st a beautiful music conservatory in the Century building, corner of Sixth and Walnut, where he will be pleased to meet all who desire musical training. Kenneth is one of our leading young men—raised and educated in our own city and we wish him success, as he is deserving.: [259, 617, 469, 758]
issue-number: No. 11.: [1457, 215, 1534, 242]
clive-subheading: Colored Citizens are Ordered to Leave.: [492, 1109, 666, 1136]
place-date: DES MOINES, IOWA, FRIDAY, AUGUST 28, 1903.: [550, 215, 1091, 242]
column-seven: [1315, 258, 1545, 2193]
restaurant-name: Jewell Restaurant: [89, 1439, 210, 1486]
washington-paragraph: Little Ruth Black has been on the sick list.: [1323, 852, 1541, 866]
news-item: Rev. O. T. Johnson has just returned from the conference held in Glasgow, Mo., he said they had a large gathering and it was beneficial.: [55, 986, 244, 1051]
flea-paragraph: "Can your father do as much work as either of you boys?" asked Mr. McNichol.: [1315, 2018, 1545, 2044]
keokuk-paragraph: Invitations are out for the wedding of Miss Senora Rita Kendrick to Mr. Harold A. Ashby, Wednesday, September 2. The ceremony will be performed by the Rev. E. S. Willet at the church of St. Mary the Virgin at 8 o'clock.: [1106, 1486, 1301, 1576]
clive-paragraphs: [484, 1141, 674, 1706]
harvest-rates-heading: REDUCED RATES FOR HARVEST LABORERS.: [1131, 1655, 1277, 1684]
hunting-text: Wallace, Iowa, Aug. 14. Mr. Editor: I would like to know if there are any old soldiers in this state who were in the 4th regiment, Company B of the U. S. colored infantry. If so, do they know anything of the name of George Green Johnson. If so please write to: [897, 1201, 1092, 1290]
news-item: Mrs. Anna Johnson of Albia visited with her sister-in-law, Mrs. Carrie L. Griffith, during the Fair.: [55, 682, 244, 721]
news-item: Fenora Canady was summoned to Oskaloosa Monday, to attend the funeral of his father who died after an illness of only three days.: [55, 1180, 244, 1231]
fort-madison-paragraph: Mr. William Steward of Rock Island was a Fort Madison visitor last Sunday.: [1315, 1344, 1545, 1370]
clive-paragraph: The better element of whites are indignant over this matter and they with the colored people are trying to ferret out these cowardly villians. The colored people living out there own their homes and are highly respected by their neighbors.: [484, 1616, 674, 1706]
colors-heading: Why Nations Wear Colors.: [910, 1632, 1079, 1646]
tailor-address: The Glasgow 710 WALNUT ST. DES MOINES: [272, 1643, 456, 1674]
doctor-address: Over 764 West Ninth Street.: [77, 1846, 222, 1877]
editorial-paragraph: "Have you stopped to consider what would become of the boxing game if a colored man were champion of the world? said Jeffries. "Why it would come pretty near to killing the game. Now, I think I have shown that I am not given to picking and choosing.: [484, 419, 674, 522]
column-obituary: [1106, 258, 1301, 2316]
flea-paragraphs: [1315, 1800, 1545, 2117]
